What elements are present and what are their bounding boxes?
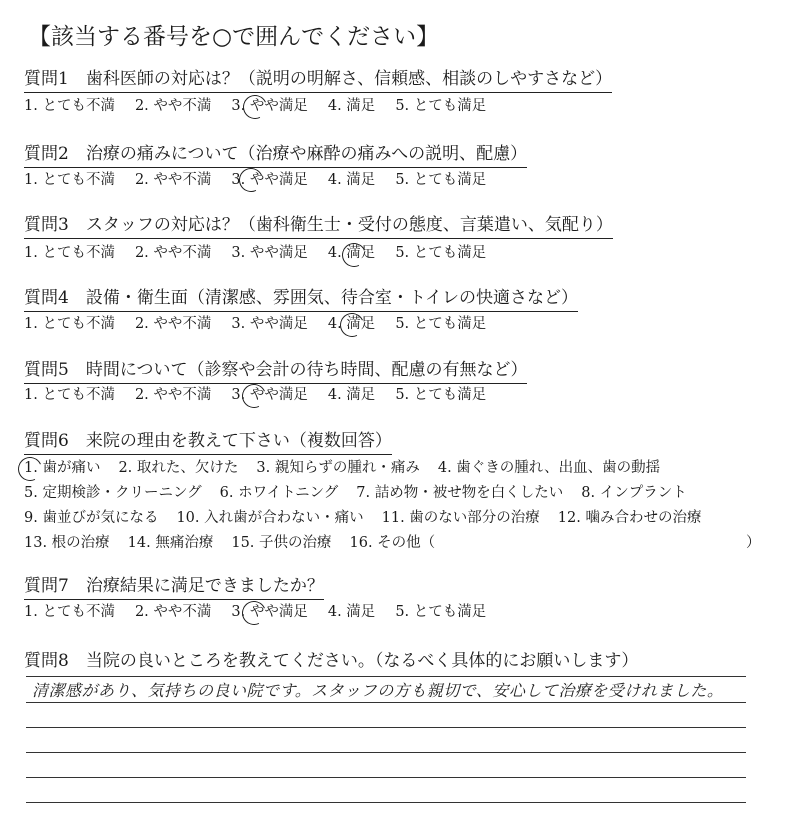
option-5[interactable]: 5. とても満足 <box>395 98 487 114</box>
option-3[interactable]: 3. やや満足 <box>231 316 308 332</box>
option-2[interactable]: 2. やや不満 <box>134 245 212 261</box>
option-5[interactable]: 5. とても満足 <box>395 245 487 261</box>
option-1[interactable]: 1. とても不満 <box>24 316 115 332</box>
reason-option[interactable]: 15. 子供の治療 <box>231 535 332 551</box>
reason-option[interactable]: 7. 詰め物・被せ物を白くしたい <box>356 485 564 501</box>
option-1[interactable]: 1. とても不満 <box>24 245 115 261</box>
option-5[interactable]: 5. とても満足 <box>395 387 487 403</box>
question-2-options <box>24 170 506 190</box>
reason-option[interactable]: 6. ホワイトニング <box>219 485 339 501</box>
reason-option[interactable]: 2. 取れた、欠けた <box>118 460 239 476</box>
option-1[interactable]: 1. とても不満 <box>24 98 115 114</box>
question-7-title: 質問7 治療結果に満足できましたか？ <box>24 575 324 600</box>
answer-line-5 <box>26 777 746 778</box>
question-1-title: 質問1 歯科医師の対応は？（説明の明解さ、信頼感、相談のしやすさなど） <box>24 68 612 93</box>
question-6-row-2 <box>24 483 705 503</box>
option-1[interactable]: 1. とても不満 <box>24 604 115 620</box>
answer-line-3 <box>26 727 746 728</box>
option-3[interactable]: 3. やや満足 <box>231 604 308 620</box>
question-8-title: 質問8 当院の良いところを教えてください。（なるべく具体的にお願いします） <box>24 651 639 671</box>
reason-option[interactable]: 3. 親知らずの腫れ・痛み <box>256 460 420 476</box>
option-3[interactable]: 3. やや満足 <box>231 98 308 114</box>
option-4[interactable]: 4. 満足 <box>327 387 376 403</box>
page-heading: 【該当する番号を○で囲んでください】 <box>28 24 440 50</box>
option-2[interactable]: 2. やや不満 <box>134 172 212 188</box>
option-2[interactable]: 2. やや不満 <box>134 604 212 620</box>
question-5-title: 質問5 時間について（診察や会計の待ち時間、配慮の有無など） <box>24 359 527 384</box>
question-2-title: 質問2 治療の痛みについて（治療や麻酔の痛みへの説明、配慮） <box>24 143 527 168</box>
option-4[interactable]: 4. 満足 <box>327 316 376 332</box>
reason-option[interactable]: 5. 定期検診・クリーニング <box>24 485 202 501</box>
option-3[interactable]: 3. やや満足 <box>231 172 308 188</box>
question-6-row-1 <box>24 458 678 478</box>
option-4[interactable]: 4. 満足 <box>327 172 376 188</box>
option-1[interactable]: 1. とても不満 <box>24 387 115 403</box>
reason-option-other[interactable]: 16. その他（ <box>349 535 436 551</box>
reason-option[interactable]: 12. 噛み合わせの治療 <box>557 510 702 526</box>
option-3[interactable]: 3. やや満足 <box>231 387 308 403</box>
reason-option[interactable]: 13. 根の治療 <box>24 535 110 551</box>
option-2[interactable]: 2. やや不満 <box>134 387 212 403</box>
handwritten-answer[interactable]: 清潔感があり、気持ちの良い院です。スタッフの方も親切で、安心して治療を受けれました。 <box>32 681 724 700</box>
question-4-options <box>24 314 506 334</box>
option-3[interactable]: 3. やや満足 <box>231 245 308 261</box>
reason-option[interactable]: 8. インプラント <box>581 485 687 501</box>
question-3-options <box>24 243 506 263</box>
question-3-title: 質問3 スタッフの対応は？（歯科衛生士・受付の態度、言葉遣い、気配り） <box>24 214 613 239</box>
option-5[interactable]: 5. とても満足 <box>395 604 487 620</box>
option-2[interactable]: 2. やや不満 <box>134 316 212 332</box>
option-5[interactable]: 5. とても満足 <box>395 172 487 188</box>
question-6-row-4 <box>24 533 453 553</box>
reason-option[interactable]: 11. 歯のない部分の治療 <box>381 510 540 526</box>
reason-option[interactable]: 14. 無痛治療 <box>127 535 214 551</box>
answer-line-2 <box>26 702 746 703</box>
reason-option[interactable]: 1. 歯が痛い <box>24 460 101 476</box>
option-4[interactable]: 4. 満足 <box>327 245 376 261</box>
reason-option[interactable]: 10. 入れ歯が合わない・痛い <box>176 510 364 526</box>
option-4[interactable]: 4. 満足 <box>327 604 376 620</box>
answer-line-6 <box>26 802 746 803</box>
option-2[interactable]: 2. やや不満 <box>134 98 212 114</box>
option-1[interactable]: 1. とても不満 <box>24 172 115 188</box>
question-6-row-3 <box>24 508 719 528</box>
reason-option[interactable]: 4. 歯ぐきの腫れ、出血、歯の動揺 <box>437 460 661 476</box>
answer-line-1 <box>26 676 746 677</box>
reason-option[interactable]: 9. 歯並びが気になる <box>24 510 159 526</box>
question-4-title: 質問4 設備・衛生面（清潔感、雰囲気、待合室・トイレの快適さなど） <box>24 287 578 312</box>
other-close-paren: ） <box>746 535 761 551</box>
answer-line-4 <box>26 752 746 753</box>
option-4[interactable]: 4. 満足 <box>327 98 376 114</box>
question-6-title: 質問6 来院の理由を教えて下さい（複数回答） <box>24 430 392 455</box>
option-5[interactable]: 5. とても満足 <box>395 316 487 332</box>
